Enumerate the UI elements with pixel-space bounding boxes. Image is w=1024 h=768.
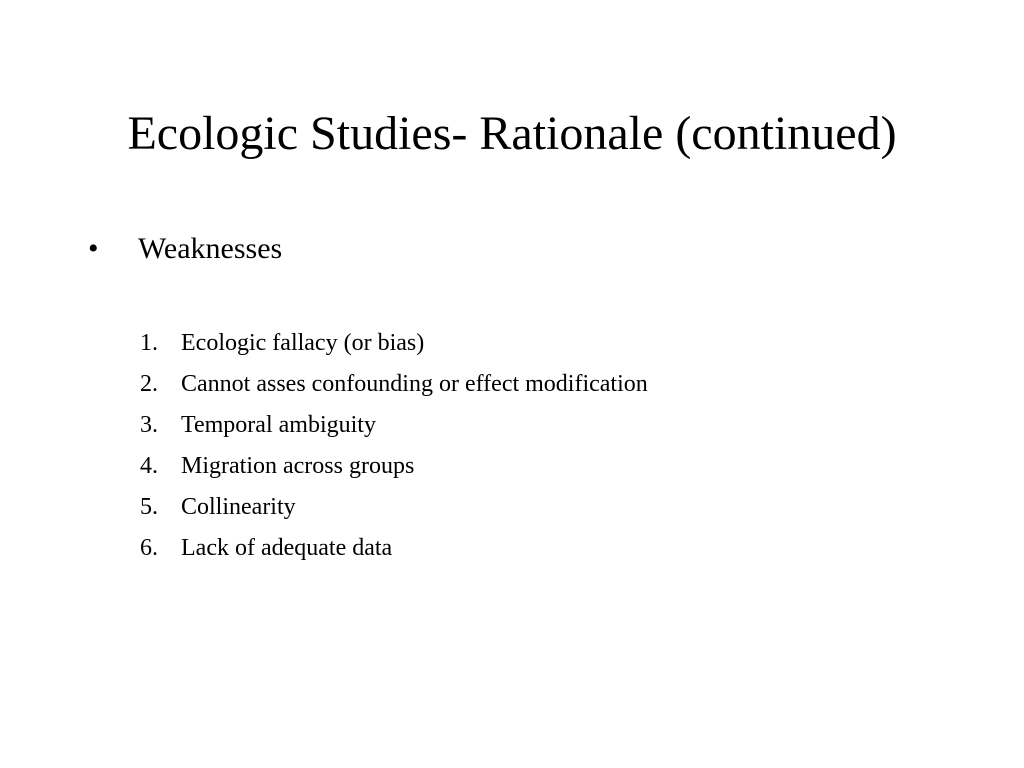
list-item-text: Cannot asses confounding or effect modification (181, 371, 648, 397)
list-item (140, 532, 648, 573)
list-item-number: 5. (140, 494, 158, 520)
list-item-number: 2. (140, 371, 158, 397)
list-item (140, 409, 648, 450)
list-item-text: Lack of adequate data (181, 535, 393, 561)
list-item (140, 450, 648, 491)
bullet-marker: • (88, 232, 99, 265)
weaknesses-list (140, 327, 648, 573)
list-item-number: 6. (140, 535, 158, 561)
slide-title: Ecologic Studies- Rationale (continued) (127, 107, 897, 160)
list-item (140, 491, 648, 532)
list-item-text: Ecologic fallacy (or bias) (181, 330, 425, 356)
bullet-text: Weaknesses (138, 232, 283, 265)
list-item (140, 368, 648, 409)
list-item-text: Collinearity (181, 494, 296, 520)
list-item-number: 1. (140, 330, 158, 356)
list-item-text: Temporal ambiguity (181, 412, 376, 438)
list-item-number: 3. (140, 412, 158, 438)
list-item-text: Migration across groups (181, 453, 415, 479)
list-item-number: 4. (140, 453, 158, 479)
list-item (140, 327, 648, 368)
bullet-item-weaknesses (88, 230, 282, 268)
